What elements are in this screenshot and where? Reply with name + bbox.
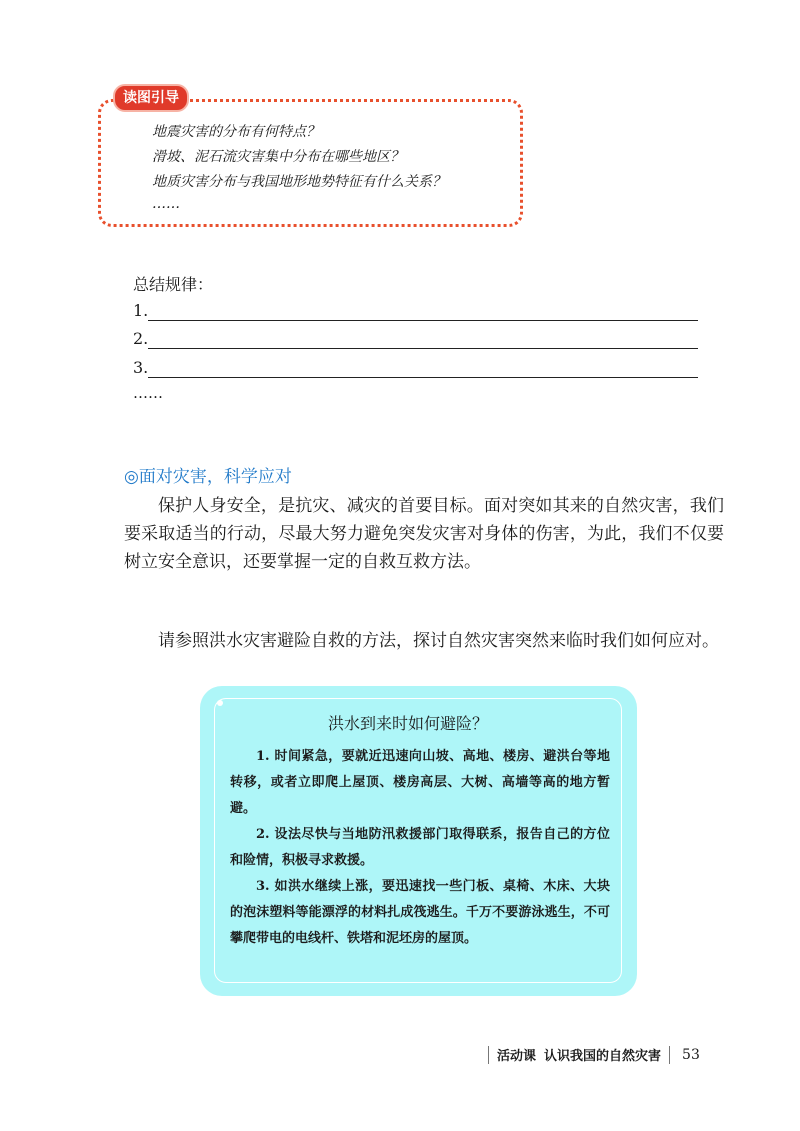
- blank-number: 2.: [133, 329, 149, 348]
- blank-number: 1.: [133, 301, 149, 320]
- summary-blank-1[interactable]: [133, 298, 698, 322]
- footer-title: 认识我国的自然灾害: [544, 1049, 662, 1064]
- flood-tip-1: 1. 时间紧急，要就近迅速向山坡、高地、楼房、避洪台等地转移，或者立即爬上屋顶、楼房高层、大树、高墙等高的地方暂避。: [230, 749, 610, 816]
- panel-pin-dot: [217, 700, 223, 706]
- reading-guide-badge: 读图引导: [113, 84, 189, 112]
- footer-divider: [488, 1046, 489, 1064]
- summary-blank-2[interactable]: [133, 326, 698, 350]
- guide-question: 地震灾害的分布有何特点？: [152, 124, 320, 140]
- summary-ellipsis: ……: [133, 384, 163, 402]
- footer-divider: [669, 1046, 670, 1064]
- page-number: 53: [682, 1046, 700, 1063]
- section-paragraph: 保护人身安全，是抗灾、减灾的首要目标。面对突如其来的自然灾害，我们要采取适当的行动，尽最大努力避免突发灾害对身体的伤害，为此，我们不仅要树立安全意识，还要掌握一定的自救互救方法。: [124, 496, 724, 572]
- guide-question: 地质灾害分布与我国地形地势特征有什么关系？: [152, 174, 446, 190]
- flood-tip-3: 3. 如洪水继续上涨，要迅速找一些门板、桌椅、木床、大块的泡沫塑料等能漂浮的材料扎成筏逃生。千万不要游泳逃生，不可攀爬带电的电线杆、铁塔和泥坯房的屋顶。: [230, 879, 610, 946]
- guide-question: 滑坡、泥石流灾害集中分布在哪些地区？: [152, 149, 404, 165]
- blank-line: [148, 377, 698, 378]
- blank-line: [148, 348, 698, 349]
- activity-prompt: 请参照洪水灾害避险自救的方法，探讨自然灾害突然来临时我们如何应对。: [158, 631, 719, 651]
- guide-ellipsis: ……: [152, 196, 180, 212]
- flood-tip-2: 2. 设法尽快与当地防汛救援部门取得联系，报告自己的方位和险情，积极寻求救援。: [230, 827, 610, 868]
- flood-panel-title: 洪水到来时如何避险？: [328, 714, 489, 733]
- page-footer: [488, 1045, 700, 1064]
- section-heading: ◎面对灾害，科学应对: [124, 467, 292, 487]
- blank-line: [148, 320, 698, 321]
- footer-label: 活动课: [497, 1049, 537, 1064]
- blank-number: 3.: [133, 358, 149, 377]
- summary-title: 总结规律：: [133, 275, 214, 294]
- summary-blank-3[interactable]: [133, 355, 698, 379]
